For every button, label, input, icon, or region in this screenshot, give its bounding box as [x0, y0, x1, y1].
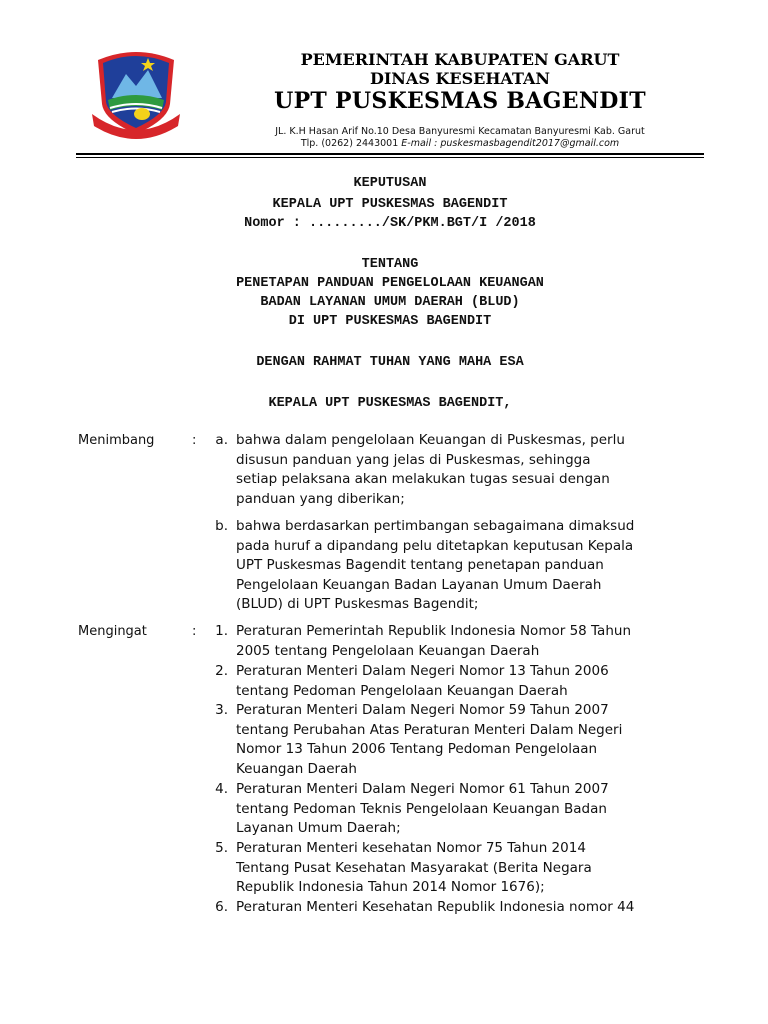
list-item-line: panduan yang diberikan;	[236, 490, 405, 507]
menimbang-label: Menimbang	[78, 433, 155, 448]
title-rahmat: DENGAN RAHMAT TUHAN YANG MAHA ESA	[256, 355, 524, 370]
list-item-line: tentang Pedoman Teknis Pengelolaan Keuangan Badan	[236, 800, 607, 817]
title-kepala: KEPALA UPT PUSKESMAS BAGENDIT	[272, 197, 508, 212]
menimbang-marker-b: b.	[215, 518, 228, 534]
list-item-line: bahwa berdasarkan pertimbangan sebagaimana dimaksud	[236, 518, 635, 534]
title-signatory: KEPALA UPT PUSKESMAS BAGENDIT,	[268, 396, 512, 411]
mengingat-marker-4: 4.	[215, 781, 228, 797]
mengingat-marker-3: 3.	[215, 702, 228, 718]
letterhead-contact	[200, 138, 720, 149]
mengingat-item-3	[236, 701, 698, 779]
list-item-line: tentang Pedoman Pengelolaan Keuangan Daerah	[236, 682, 568, 699]
letterhead-department: DINAS KESEHATAN	[369, 69, 551, 88]
list-item-line: Peraturan Menteri Dalam Negeri Nomor 13 Tahun 2006	[236, 663, 609, 679]
list-item-line: bahwa dalam pengelolaan Keuangan di Puskesmas, perlu	[236, 432, 625, 448]
list-item-line: Peraturan Menteri Kesehatan Republik Indonesia nomor 44	[236, 899, 635, 915]
title-subject-line-2: BADAN LAYANAN UMUM DAERAH (BLUD)	[260, 295, 520, 310]
list-item-line: UPT Puskesmas Bagendit tentang penetapan panduan	[236, 557, 604, 573]
menimbang-marker-a: a.	[215, 432, 228, 448]
mengingat-marker-2: 2.	[215, 663, 228, 679]
list-item-line: Peraturan Pemerintah Republik Indonesia Nomor 58 Tahun	[236, 623, 631, 639]
mengingat-marker-6: 6.	[215, 899, 228, 915]
list-item-line: Keuangan Daerah	[236, 760, 357, 777]
title-keputusan: KEPUTUSAN	[353, 176, 427, 191]
letterhead-government: PEMERINTAH KABUPATEN GARUT	[300, 50, 620, 69]
list-item-line: Peraturan Menteri Dalam Negeri Nomor 61 Tahun 2007	[236, 781, 609, 797]
title-subject-line-1: PENETAPAN PANDUAN PENGELOLAAN KEUANGAN	[236, 276, 544, 291]
letterhead-phone: Tlp. (0262) 2443001	[300, 138, 399, 149]
list-item-line: setiap pelaksana akan melakukan tugas sesuai dengan	[236, 471, 610, 487]
letterhead-institution: UPT PUSKESMAS BAGENDIT	[274, 88, 646, 114]
letterhead-rule-thick	[76, 153, 704, 155]
mengingat-item-5	[236, 839, 698, 898]
mengingat-colon: :	[192, 624, 197, 639]
list-item-line: Nomor 13 Tahun 2006 Tentang Pedoman Pengelolaan	[236, 741, 598, 757]
title-tentang: TENTANG	[361, 257, 419, 272]
letterhead-address: JL. K.H Hasan Arif No.10 Desa Banyuresmi Kecamatan Banyuresmi Kab. Garut	[275, 126, 645, 137]
list-item-line: Peraturan Menteri kesehatan Nomor 75 Tahun 2014	[236, 840, 586, 856]
menimbang-item-a	[236, 431, 698, 509]
list-item-line: Tentang Pusat Kesehatan Masyarakat (Berita Negara	[236, 859, 592, 876]
menimbang-colon: :	[192, 433, 197, 448]
title-nomor: Nomor : ........./SK/PKM.BGT/I /2018	[244, 216, 536, 231]
letterhead-rule-thin	[76, 157, 704, 158]
mengingat-marker-1: 1.	[215, 623, 228, 639]
mengingat-marker-5: 5.	[215, 840, 228, 856]
list-item-line: disusun panduan yang jelas di Puskesmas, sehingga	[236, 451, 591, 468]
mengingat-item-1	[236, 622, 698, 661]
list-item-line: Republik Indonesia Tahun 2014 Nomor 1676);	[236, 879, 545, 895]
list-item-line: Layanan Umum Daerah;	[236, 820, 401, 836]
letterhead-email: E-mail : puskesmasbagendit2017@gmail.com	[401, 138, 620, 149]
list-item-line: 2005 tentang Pengelolaan Keuangan Daerah	[236, 642, 540, 659]
mengingat-label: Mengingat	[78, 624, 147, 639]
mengingat-item-4	[236, 780, 698, 839]
list-item-line: Pengelolaan Keuangan Badan Layanan Umum Daerah	[236, 576, 602, 593]
mengingat-item-6	[236, 898, 698, 918]
list-item-line: Peraturan Menteri Dalam Negeri Nomor 59 Tahun 2007	[236, 702, 609, 718]
list-item-line: pada huruf a dipandang pelu ditetapkan keputusan Kepala	[236, 537, 634, 554]
list-item-line: tentang Perubahan Atas Peraturan Menteri Dalam Negeri	[236, 721, 623, 738]
title-subject-line-3: DI UPT PUSKESMAS BAGENDIT	[288, 314, 492, 329]
kabupaten-garut-logo	[90, 42, 182, 142]
menimbang-item-b	[236, 517, 698, 615]
list-item-line: (BLUD) di UPT Puskesmas Bagendit;	[236, 596, 479, 612]
mengingat-item-2	[236, 662, 698, 701]
